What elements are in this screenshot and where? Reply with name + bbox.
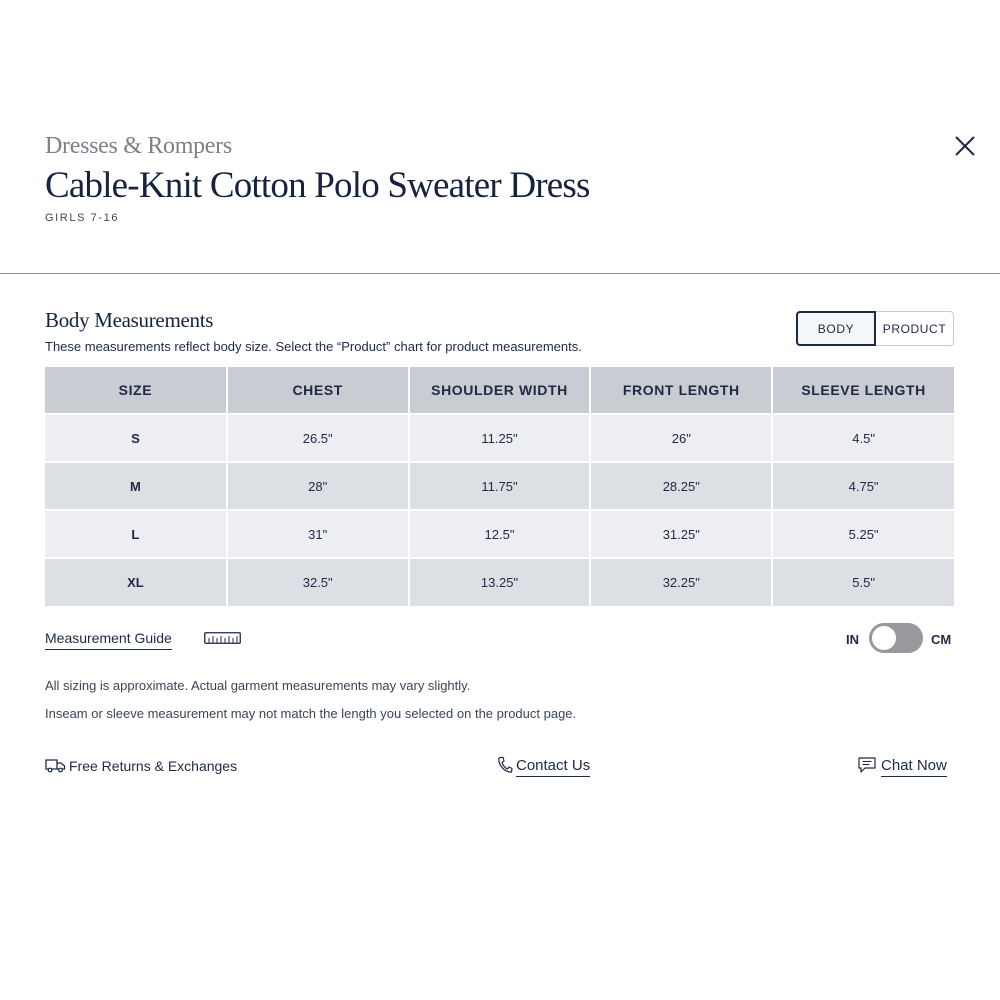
table-header-row: [45, 367, 954, 414]
table-cell: 11.25": [409, 414, 591, 462]
table-cell: 11.75": [409, 462, 591, 510]
table-cell: 26.5": [227, 414, 409, 462]
header-chest: CHEST: [227, 367, 409, 414]
table-cell: 31.25": [590, 510, 772, 558]
product-title: Cable-Knit Cotton Polo Sweater Dress: [45, 165, 590, 206]
table-row: [45, 414, 954, 462]
chat-icon[interactable]: [857, 756, 877, 774]
product-subtitle: GIRLS 7-16: [45, 212, 120, 224]
size-table: [45, 367, 954, 606]
header-size: SIZE: [45, 367, 227, 414]
chart-toggle: [796, 311, 954, 346]
table-cell-size: S: [45, 414, 227, 462]
table-cell: 28.25": [590, 462, 772, 510]
ruler-icon[interactable]: [204, 631, 241, 645]
table-cell-size: L: [45, 510, 227, 558]
free-returns-text: Free Returns & Exchanges: [69, 758, 238, 774]
table-row: [45, 510, 954, 558]
phone-icon[interactable]: [497, 756, 513, 774]
table-cell-size: M: [45, 462, 227, 510]
table-cell: 4.75": [772, 462, 954, 510]
contact-us-link[interactable]: Contact Us: [516, 757, 590, 777]
table-cell: 28": [227, 462, 409, 510]
header-divider: [0, 273, 1000, 274]
chat-now-link[interactable]: Chat Now: [881, 757, 947, 777]
table-cell: 12.5": [409, 510, 591, 558]
header-sleeve-length: SLEEVE LENGTH: [772, 367, 954, 414]
close-button[interactable]: [950, 132, 980, 162]
table-cell: 5.5": [772, 558, 954, 606]
close-icon: [950, 132, 980, 162]
product-toggle-button[interactable]: PRODUCT: [876, 311, 954, 346]
unit-toggle-knob: [872, 626, 896, 650]
table-cell: 31": [227, 510, 409, 558]
unit-label-in: IN: [846, 632, 859, 647]
product-category: Dresses & Rompers: [45, 133, 232, 159]
body-toggle-button[interactable]: BODY: [796, 311, 876, 346]
section-description: These measurements reflect body size. Select the “Product” chart for product measurements.: [45, 339, 582, 354]
table-cell: 13.25": [409, 558, 591, 606]
measurement-guide-link[interactable]: Measurement Guide: [45, 630, 172, 650]
table-cell-size: XL: [45, 558, 227, 606]
header-front-length: FRONT LENGTH: [590, 367, 772, 414]
table-cell: 32.25": [590, 558, 772, 606]
table-cell: 26": [590, 414, 772, 462]
table-cell: 5.25": [772, 510, 954, 558]
unit-label-cm: CM: [931, 632, 952, 647]
table-row: [45, 462, 954, 510]
inseam-note: Inseam or sleeve measurement may not match the length you selected on the product page.: [45, 706, 577, 721]
table-row: [45, 558, 954, 606]
unit-toggle-switch[interactable]: [869, 623, 923, 653]
table-cell: 32.5": [227, 558, 409, 606]
sizing-note: All sizing is approximate. Actual garment measurements may vary slightly.: [45, 678, 471, 693]
header-shoulder-width: SHOULDER WIDTH: [409, 367, 591, 414]
section-title: Body Measurements: [45, 308, 214, 332]
truck-icon: [45, 757, 66, 773]
table-cell: 4.5": [772, 414, 954, 462]
